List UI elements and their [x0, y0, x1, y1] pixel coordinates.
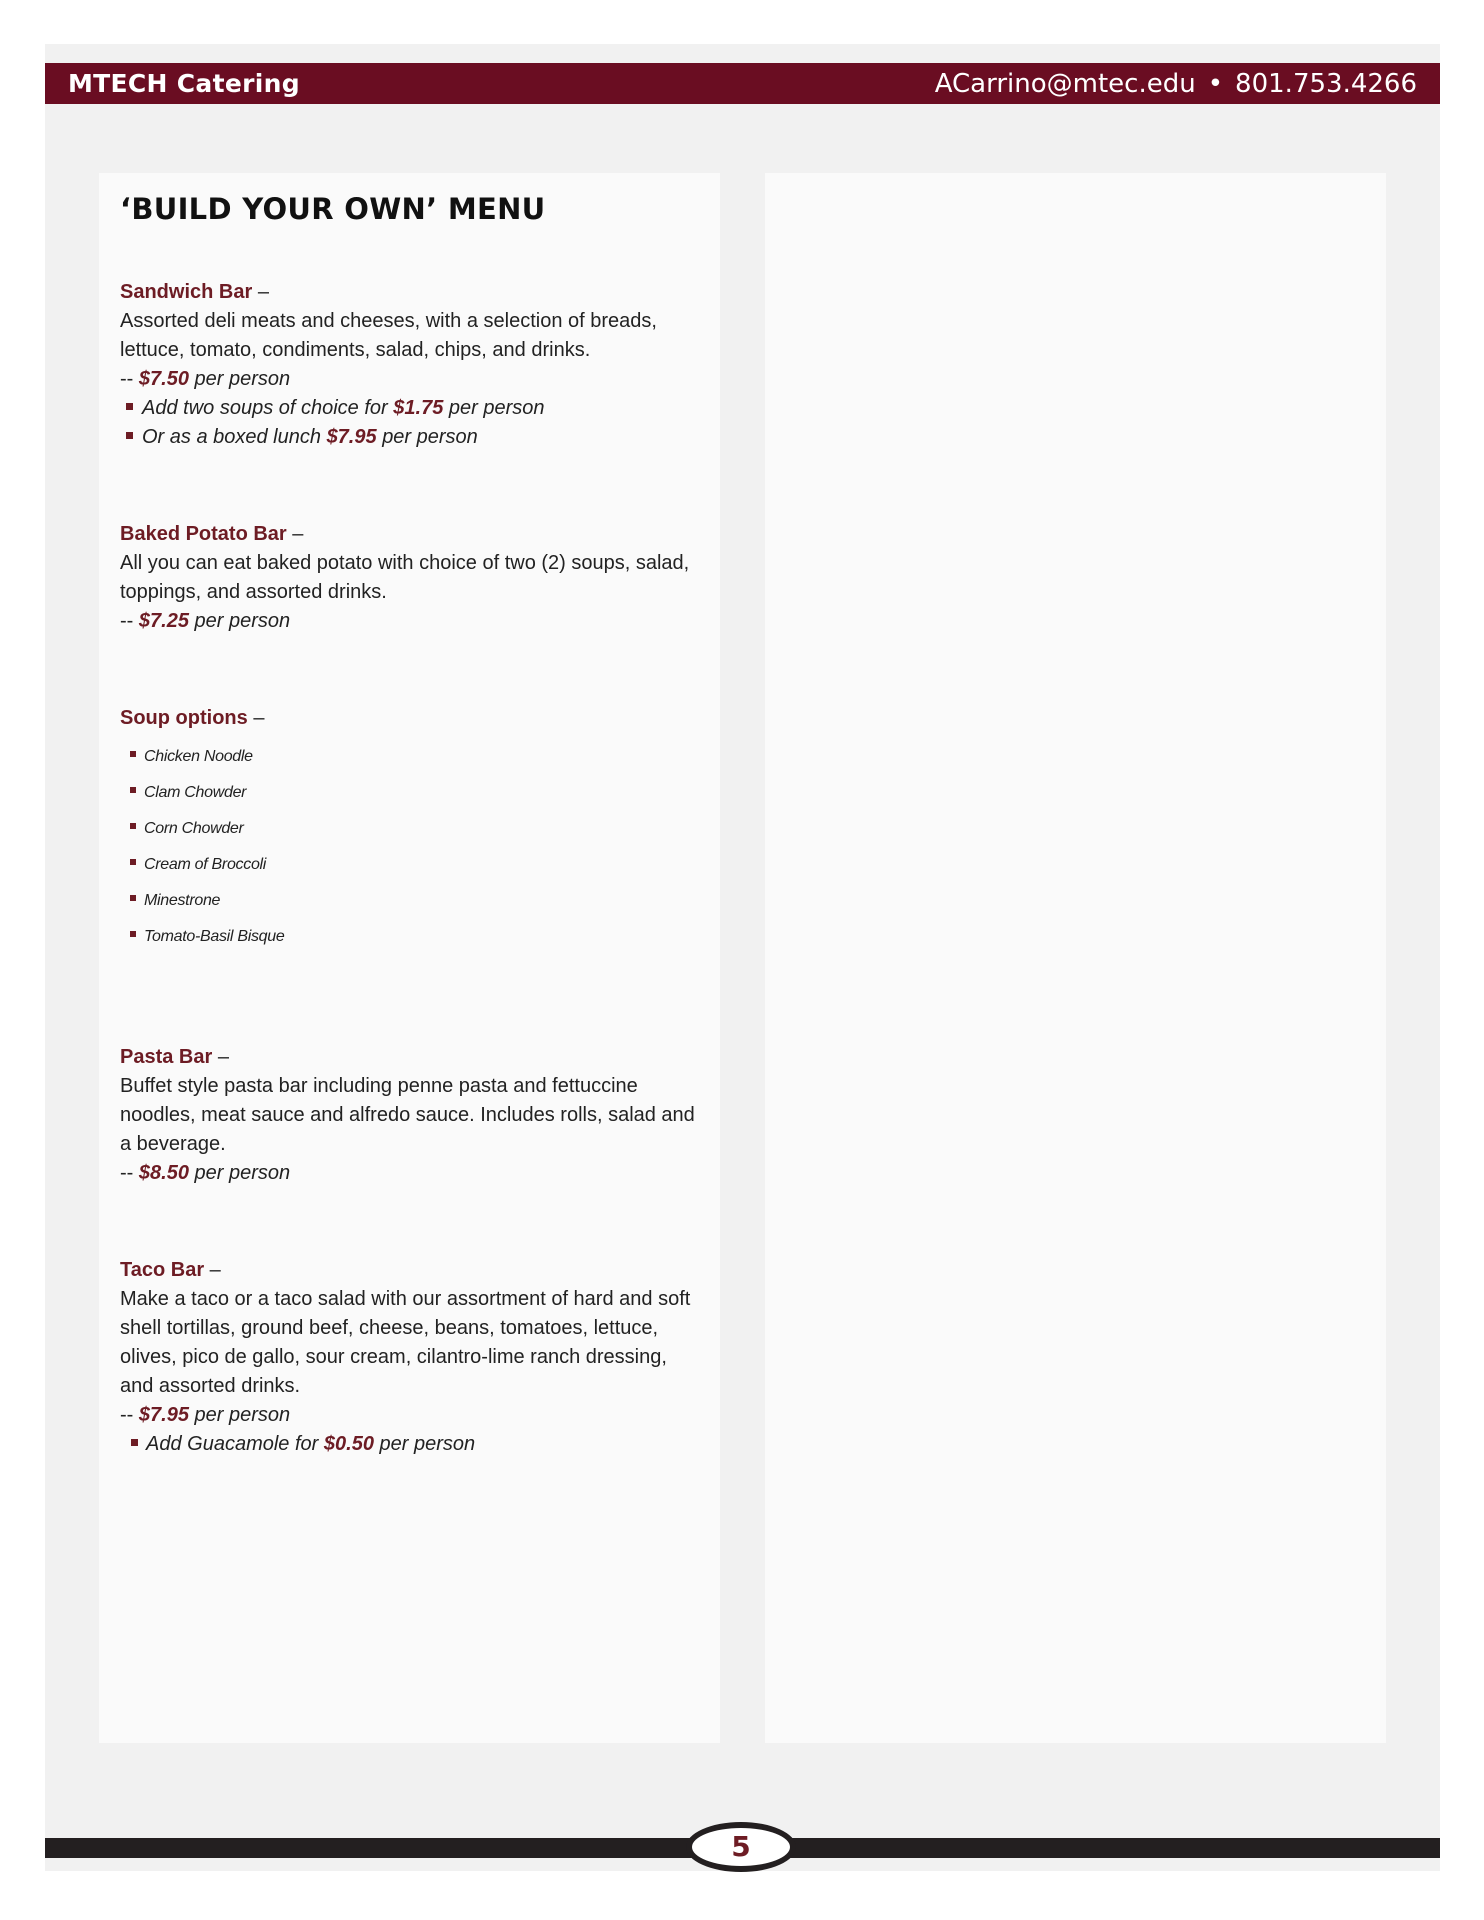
header-bar — [45, 63, 1440, 104]
addon-price: $0.50 — [323, 1433, 374, 1455]
potato-price: $7.25 — [138, 610, 189, 632]
menu-title: ‘BUILD YOUR OWN’ MENU — [120, 192, 546, 226]
taco-price: $7.95 — [138, 1404, 189, 1426]
addon-text: Or as a boxed lunch — [142, 426, 321, 448]
soup-section — [120, 704, 700, 955]
addon-text: Add Guacamole for — [146, 1433, 319, 1455]
taco-price-line — [120, 1401, 700, 1430]
list-item — [120, 423, 700, 452]
sandwich-description: Assorted deli meats and cheeses, with a selection of breads, lettuce, tomato, condiments, salad, chips, and drinks. — [120, 310, 657, 361]
list-item — [120, 739, 700, 775]
pasta-name: Pasta Bar — [120, 1046, 213, 1068]
page-number: 5 — [686, 1822, 796, 1872]
list-item — [120, 919, 700, 955]
square-bullet-icon — [130, 895, 136, 901]
pasta-price-line — [120, 1159, 700, 1188]
square-bullet-icon — [130, 787, 136, 793]
right-column — [765, 173, 1386, 1743]
price-prefix: -- — [120, 368, 134, 390]
pasta-price: $8.50 — [138, 1162, 189, 1184]
heading-dash: – — [292, 523, 304, 545]
per-person-label: per person — [382, 426, 478, 448]
heading-dash: – — [257, 281, 269, 303]
left-column — [99, 173, 720, 1743]
square-bullet-icon — [126, 432, 133, 439]
square-bullet-icon — [130, 823, 136, 829]
sandwich-heading — [120, 278, 700, 307]
pasta-heading — [120, 1043, 700, 1072]
soup-name: Corn Chowder — [144, 820, 244, 837]
soup-name: Minestrone — [144, 892, 221, 909]
taco-description: Make a taco or a taco salad with our assortment of hard and soft shell tortillas, ground beef, cheese, beans, tomatoes, lettuce, olives, pico de gallo, sour cream, cilantro-lime ranch dressing, and assorted drinks. — [120, 1288, 691, 1397]
contact-phone[interactable]: 801.753.4266 — [1235, 69, 1417, 99]
soup-name: Tomato-Basil Bisque — [144, 928, 285, 945]
taco-addons — [120, 1430, 700, 1459]
potato-heading — [120, 520, 700, 549]
heading-dash: – — [217, 1046, 229, 1068]
soup-name: Chicken Noodle — [144, 748, 253, 765]
list-item — [120, 883, 700, 919]
potato-section — [120, 520, 700, 636]
potato-description: All you can eat baked potato with choice of two (2) soups, salad, toppings, and assorted drinks. — [120, 552, 690, 603]
taco-name: Taco Bar — [120, 1259, 205, 1281]
sandwich-section — [120, 278, 700, 452]
list-item — [120, 1430, 700, 1459]
heading-dash: – — [209, 1259, 221, 1281]
square-bullet-icon — [126, 403, 133, 410]
list-item — [120, 811, 700, 847]
square-bullet-icon — [130, 931, 136, 937]
sandwich-addons — [120, 394, 700, 452]
list-item — [120, 847, 700, 883]
addon-price: $7.95 — [326, 426, 377, 448]
soup-heading — [120, 704, 700, 733]
soup-list — [120, 739, 700, 955]
pasta-description: Buffet style pasta bar including penne pasta and fettuccine noodles, meat sauce and alfredo sauce. Includes rolls, salad and a beverage. — [120, 1075, 695, 1155]
taco-section — [120, 1256, 700, 1459]
per-person-label: per person — [194, 368, 291, 390]
per-person-label: per person — [379, 1433, 476, 1455]
brand-name: MTECH Catering — [68, 69, 300, 98]
sandwich-price-line — [120, 365, 700, 394]
separator-dot: • — [1207, 69, 1224, 99]
sandwich-name: Sandwich Bar — [120, 281, 253, 303]
price-prefix: -- — [120, 610, 134, 632]
contact-info — [935, 69, 1417, 99]
per-person-label: per person — [194, 1404, 291, 1426]
price-prefix: -- — [120, 1404, 134, 1426]
soup-options-name: Soup options — [120, 707, 248, 729]
addon-price: $1.75 — [393, 397, 444, 419]
menu-content — [120, 192, 700, 1527]
square-bullet-icon — [131, 1439, 138, 1446]
pasta-section — [120, 1043, 700, 1188]
square-bullet-icon — [130, 751, 136, 757]
heading-dash: – — [253, 707, 265, 729]
price-prefix: -- — [120, 1162, 134, 1184]
list-item — [120, 394, 700, 423]
contact-email[interactable]: ACarrino@mtec.edu — [934, 69, 1196, 99]
soup-name: Clam Chowder — [144, 784, 247, 801]
per-person-label: per person — [448, 397, 545, 419]
sandwich-price: $7.50 — [138, 368, 189, 390]
list-item — [120, 775, 700, 811]
potato-price-line — [120, 607, 700, 636]
soup-name: Cream of Broccoli — [144, 856, 267, 873]
per-person-label: per person — [194, 1162, 291, 1184]
square-bullet-icon — [130, 859, 136, 865]
potato-name: Baked Potato Bar — [120, 523, 287, 545]
per-person-label: per person — [194, 610, 291, 632]
taco-heading — [120, 1256, 700, 1285]
addon-text: Add two soups of choice for — [142, 397, 388, 419]
